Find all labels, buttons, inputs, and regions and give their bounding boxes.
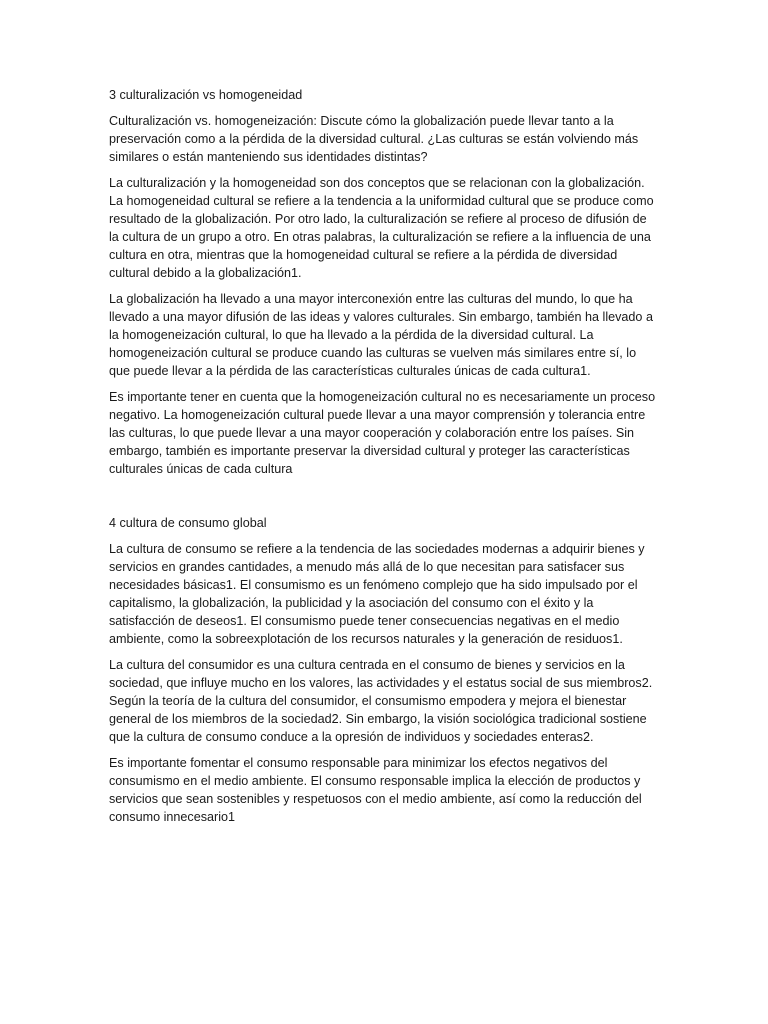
paragraph: Culturalización vs. homogeneización: Discute cómo la globalización puede llevar tanto a la preservación como a la pérdida de la diversidad cultural. ¿Las culturas se están volviendo más similares o están manteniendo sus identidades distintas? (109, 114, 639, 164)
paragraph: La cultura del consumidor es una cultura centrada en el consumo de bienes y servicios en la sociedad, que influye mucho en los valores, las actividades y el estatus social de sus miembros2. Según la teoría de la cultura del consumidor, el consumismo empodera y mejora el bienestar general de los miembros de la sociedad2. Sin embargo, la visión sociológica tradicional sostiene que la cultura de consumo conduce a la opresión de individuos y sociedades enteras2. (109, 658, 653, 744)
section-consumer-culture (109, 514, 659, 826)
paragraph: La globalización ha llevado a una mayor interconexión entre las culturas del mundo, lo que ha llevado a una mayor difusión de las ideas y valores culturales. Sin embargo, también ha llevado a la homogeneización cultural, lo que ha llevado a la pérdida de la diversidad cultural. La homogeneización cultural se produce cuando las culturas se vuelven más similares entre sí, lo que puede llevar a la pérdida de las características culturales únicas de cada cultura1. (109, 292, 653, 378)
document-page (109, 86, 659, 834)
paragraph: Es importante fomentar el consumo responsable para minimizar los efectos negativos del consumismo en el medio ambiente. El consumo responsable implica la elección de productos y servicios que sean sostenibles y respetuosos con el medio ambiente, así como la reducción del consumo innecesario1 (109, 756, 642, 824)
section-heading: 3 culturalización vs homogeneidad (109, 88, 303, 102)
section-heading: 4 cultura de consumo global (109, 516, 267, 530)
paragraph: La culturalización y la homogeneidad son dos conceptos que se relacionan con la globalización. La homogeneidad cultural se refiere a la tendencia a la uniformidad cultural que se produce como resultado de la globalización. Por otro lado, la culturalización se refiere al proceso de difusión de la cultura de un grupo a otro. En otras palabras, la culturalización se refiere a la influencia de una cultura en otra, mientras que la homogeneidad cultural se refiere a la pérdida de diversidad cultural debido a la globalización1. (109, 176, 654, 280)
paragraph: La cultura de consumo se refiere a la tendencia de las sociedades modernas a adquirir bienes y servicios en grandes cantidades, a menudo más allá de lo que necesitan para satisfacer sus necesidades básicas1. El consumismo es un fenómeno complejo que ha sido impulsado por el capitalismo, la globalización, la publicidad y la asociación del consumo con el éxito y la satisfacción de deseos1. El consumismo puede tener consecuencias negativas en el medio ambiente, como la sobreexplotación de los recursos naturales y la generación de residuos1. (109, 542, 645, 646)
paragraph: Es importante tener en cuenta que la homogeneización cultural no es necesariamente un proceso negativo. La homogeneización cultural puede llevar a una mayor comprensión y tolerancia entre las culturas, lo que puede llevar a una mayor cooperación y colaboración entre los países. Sin embargo, también es importante preservar la diversidad cultural y proteger las características culturales únicas de cada cultura (109, 390, 656, 476)
section-culturalization (109, 86, 659, 478)
section-spacer (109, 486, 659, 514)
